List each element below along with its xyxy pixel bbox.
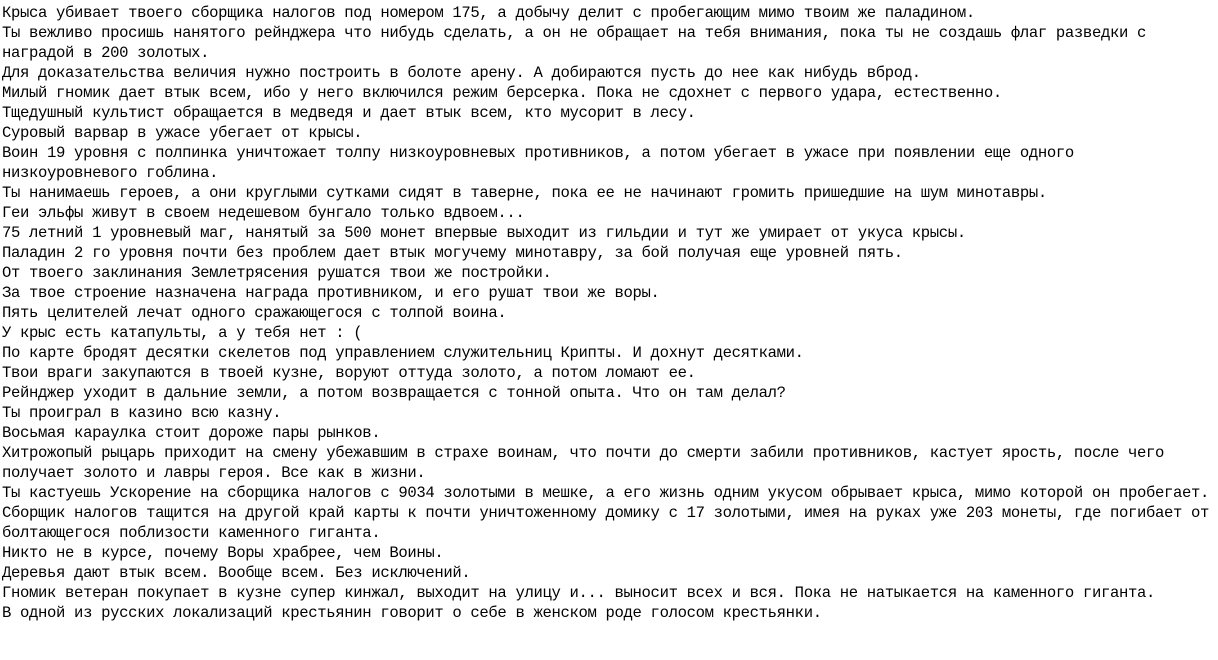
text-line: Восьмая караулка стоит дороже пары рынков. [2, 424, 381, 442]
text-line: Милый гномик дает втык всем, ибо у него включился режим берсерка. Пока не сдохнет с первого удара, естественно. [2, 84, 1002, 102]
text-line: У крыс есть катапульты, а у тебя нет : ( [2, 324, 363, 342]
text-line: Воин 19 уровня с полпинка уничтожает толпу низкоуровневых противников, а потом убегает в ужасе при появлении еще одного низкоуровневого гоблина. [2, 144, 1083, 182]
text-line: Хитрожопый рыцарь приходит на смену убежавшим в страхе воинам, что почти до смерти забили противников, кастует ярость, после чего получает золото и лавры героя. Все как в жизни. [2, 444, 1174, 482]
text-line: Суровый варвар в ужасе убегает от крысы. [2, 124, 363, 142]
document-body [2, 3, 1218, 623]
text-line: За твое строение назначена награда противником, и его рушат твои же воры. [2, 284, 660, 302]
text-line: В одной из русских локализаций крестьянин говорит о себе в женском роде голосом крестьянки. [2, 604, 822, 622]
text-line: Твои враги закупаются в твоей кузне, воруют оттуда золото, а потом ломают ее. [2, 364, 696, 382]
text-line: Геи эльфы живут в своем недешевом бунгало только вдвоем... [2, 204, 525, 222]
text-line: Ты нанимаешь героев, а они круглыми сутками сидят в таверне, пока ее не начинают громить пришедшие на шум минотавры. [2, 184, 1047, 202]
text-line: По карте бродят десятки скелетов под управлением служительниц Крипты. И дохнут десятками. [2, 344, 804, 362]
text-line: Пять целителей лечат одного сражающегося с толпой воина. [2, 304, 507, 322]
text-line: Ты кастуешь Ускорение на сборщика налогов с 9034 золотыми в мешке, а его жизнь одним укусом обрывает крыса, мимо которой он пробегает. [2, 484, 1210, 502]
text-line: 75 летний 1 уровневый маг, нанятый за 500 монет впервые выходит из гильдии и тут же умирает от укуса крысы. [2, 224, 966, 242]
text-line: Крыса убивает твоего сборщика налогов под номером 175, а добычу делит с пробегающим мимо твоим же паладином. [2, 4, 975, 22]
text-line: От твоего заклинания Землетрясения рушатся твои же постройки. [2, 264, 552, 282]
text-line: Никто не в курсе, почему Воры храбрее, чем Воины. [2, 544, 444, 562]
text-line: Ты проиграл в казино всю казну. [2, 404, 282, 422]
text-line: Тщедушный культист обращается в медведя и дает втык всем, кто мусорит в лесу. [2, 104, 696, 122]
text-line: Для доказательства величия нужно построить в болоте арену. А добираются пусть до нее как нибудь вброд. [2, 64, 921, 82]
text-line: Сборщик налогов тащится на другой край карты к почти уничтоженному домику с 17 золотыми, имея на руках уже 203 монеты, где погибает от болтающегося поблизости каменного гиганта. [2, 504, 1218, 542]
text-line: Ты вежливо просишь нанятого рейнджера что нибудь сделать, а он не обращает на тебя внимания, пока ты не создашь флаг разведки с наградой в 200 золотых. [2, 24, 1156, 62]
text-line: Деревья дают втык всем. Вообще всем. Без исключений. [2, 564, 471, 582]
text-line: Паладин 2 го уровня почти без проблем дает втык могучему минотавру, за бой получая еще уровней пять. [2, 244, 903, 262]
text-line: Гномик ветеран покупает в кузне супер кинжал, выходит на улицу и... выносит всех и вся. Пока не натыкается на каменного гиганта. [2, 584, 1155, 602]
text-line: Рейнджер уходит в дальние земли, а потом возвращается с тонной опыта. Что он там делал? [2, 384, 786, 402]
